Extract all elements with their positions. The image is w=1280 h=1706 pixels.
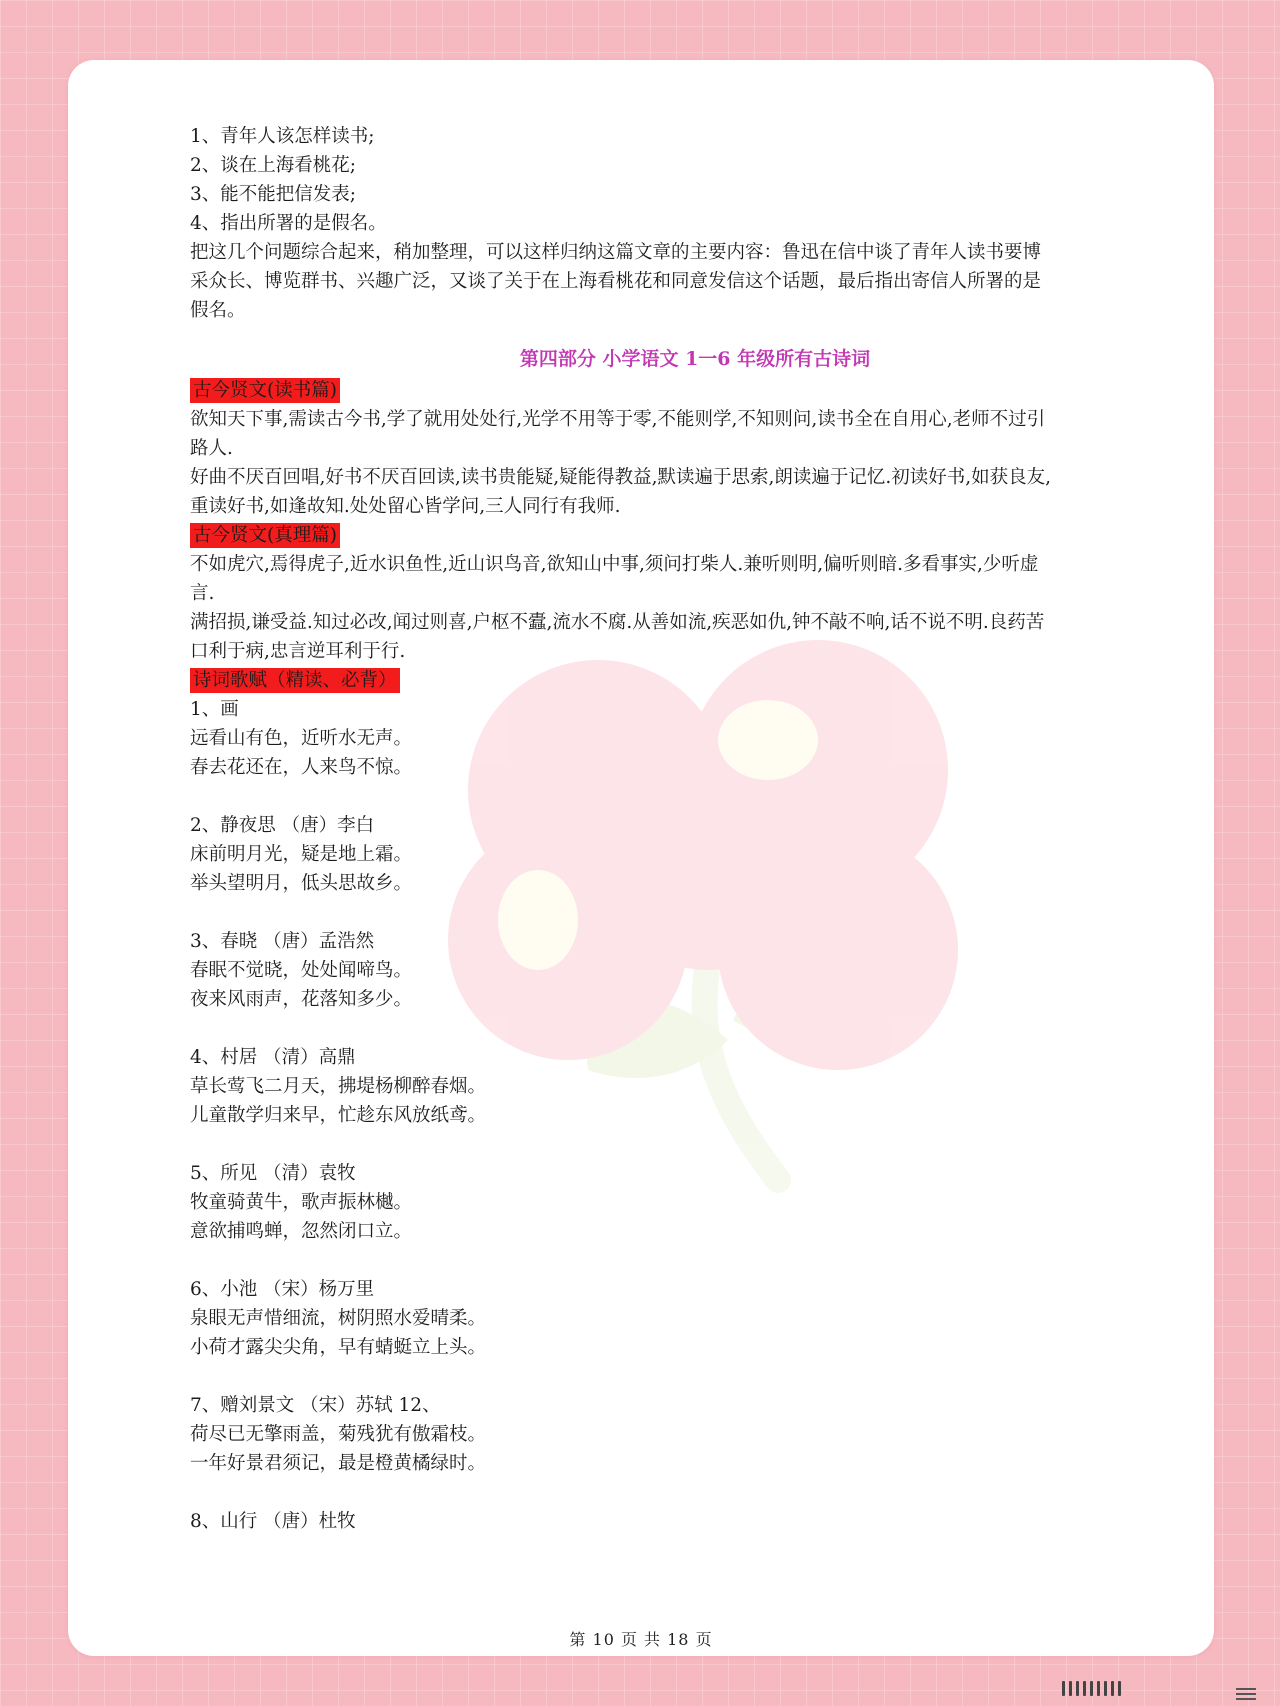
heading-truth: 古今贤文(真理篇) [190,523,340,548]
menu-icon[interactable] [1236,1688,1256,1703]
poem-title: 2、静夜思 （唐）李白 [190,815,375,836]
intro-list [190,122,1170,238]
poem [190,1507,1170,1536]
page-footer: 第 10 页 共 18 页 [569,1630,713,1649]
poem-title: 1、画 [190,699,239,720]
poem-title: 6、小池 （宋）杨万里 [190,1279,375,1300]
list-item: 3、能不能把信发表; [190,184,357,205]
reading-paragraph: 欲知天下事,需读古今书,学了就用处处行,光学不用等于零,不能则学,不知则问,读书全在自用心,老师不过引 路人. [190,409,1046,459]
poem-line: 小荷才露尖尖角，早有蜻蜓立上头。 [190,1337,487,1358]
heading-reading: 古今贤文(读书篇) [190,378,340,403]
document-page [68,60,1214,1656]
summary-paragraph: 把这几个问题综合起来，稍加整理，可以这样归纳这篇文章的主要内容：鲁迅在信中谈了青年人读书要博 采众长、博览群书、兴趣广泛，又谈了关于在上海看桃花和同意发信这个话题，最后指出寄信人所署的是 假名。 [190,242,1042,321]
section-title: 第四部分 小学语文 1一6 年级所有古诗词 [519,348,871,370]
page-content [190,122,1170,1536]
poem-line: 一年好景君须记，最是橙黄橘绿时。 [190,1453,487,1474]
poem-line: 春眠不觉晓，处处闻啼鸟。 [190,960,413,981]
poem-line: 举头望明月，低头思故乡。 [190,873,413,894]
truth-paragraph: 满招损,谦受益.知过必改,闻过则喜,户枢不蠹,流水不腐.从善如流,疾恶如仇,钟不敲不响,话不说不明.良药苦 口利于病,忠言逆耳利于行. [190,612,1045,662]
poem [190,1159,1170,1246]
reading-paragraph: 好曲不厌百回唱,好书不厌百回读,读书贵能疑,疑能得教益,默读遍于思索,朗读遍于记忆.初读好书,如获良友, 重读好书,如逢故知.处处留心皆学问,三人同行有我师. [190,467,1052,517]
zoom-control[interactable] [1062,1681,1125,1700]
poem [190,1043,1170,1130]
poem-title: 3、春晓 （唐）孟浩然 [190,931,375,952]
poem-line: 荷尽已无擎雨盖，菊残犹有傲霜枝。 [190,1424,487,1445]
heading-poems: 诗词歌赋（精读、必背） [190,668,400,693]
poem [190,1275,1170,1362]
list-item: 1、青年人该怎样读书; [190,126,375,147]
poem-line: 意欲捕鸣蝉，忽然闭口立。 [190,1221,413,1242]
poem [190,811,1170,898]
poem-list [190,695,1170,1536]
poem [190,695,1170,782]
poem-line: 远看山有色，近听水无声。 [190,728,413,749]
list-item: 4、指出所署的是假名。 [190,213,387,234]
poem-line: 床前明月光，疑是地上霜。 [190,844,413,865]
list-item: 2、谈在上海看桃花; [190,155,357,176]
poem-title: 7、赠刘景文 （宋）苏轼 12、 [190,1395,441,1416]
poem-line: 泉眼无声惜细流，树阴照水爱晴柔。 [190,1308,487,1329]
poem-line: 儿童散学归来早，忙趁东风放纸鸢。 [190,1105,487,1126]
poem-line: 草长莺飞二月天，拂堤杨柳醉春烟。 [190,1076,487,1097]
poem-title: 8、山行 （唐）杜牧 [190,1511,356,1532]
poem-title: 5、所见 （清）袁牧 [190,1163,356,1184]
poem-line: 牧童骑黄牛，歌声振林樾。 [190,1192,413,1213]
poem-title: 4、村居 （清）高鼎 [190,1047,356,1068]
poem [190,927,1170,1014]
poem-line: 春去花还在，人来鸟不惊。 [190,757,413,778]
truth-paragraph: 不如虎穴,焉得虎子,近水识鱼性,近山识鸟音,欲知山中事,须问打柴人.兼听则明,偏听则暗.多看事实,少听虚 言. [190,554,1039,604]
poem [190,1391,1170,1478]
poem-line: 夜来风雨声，花落知多少。 [190,989,413,1010]
